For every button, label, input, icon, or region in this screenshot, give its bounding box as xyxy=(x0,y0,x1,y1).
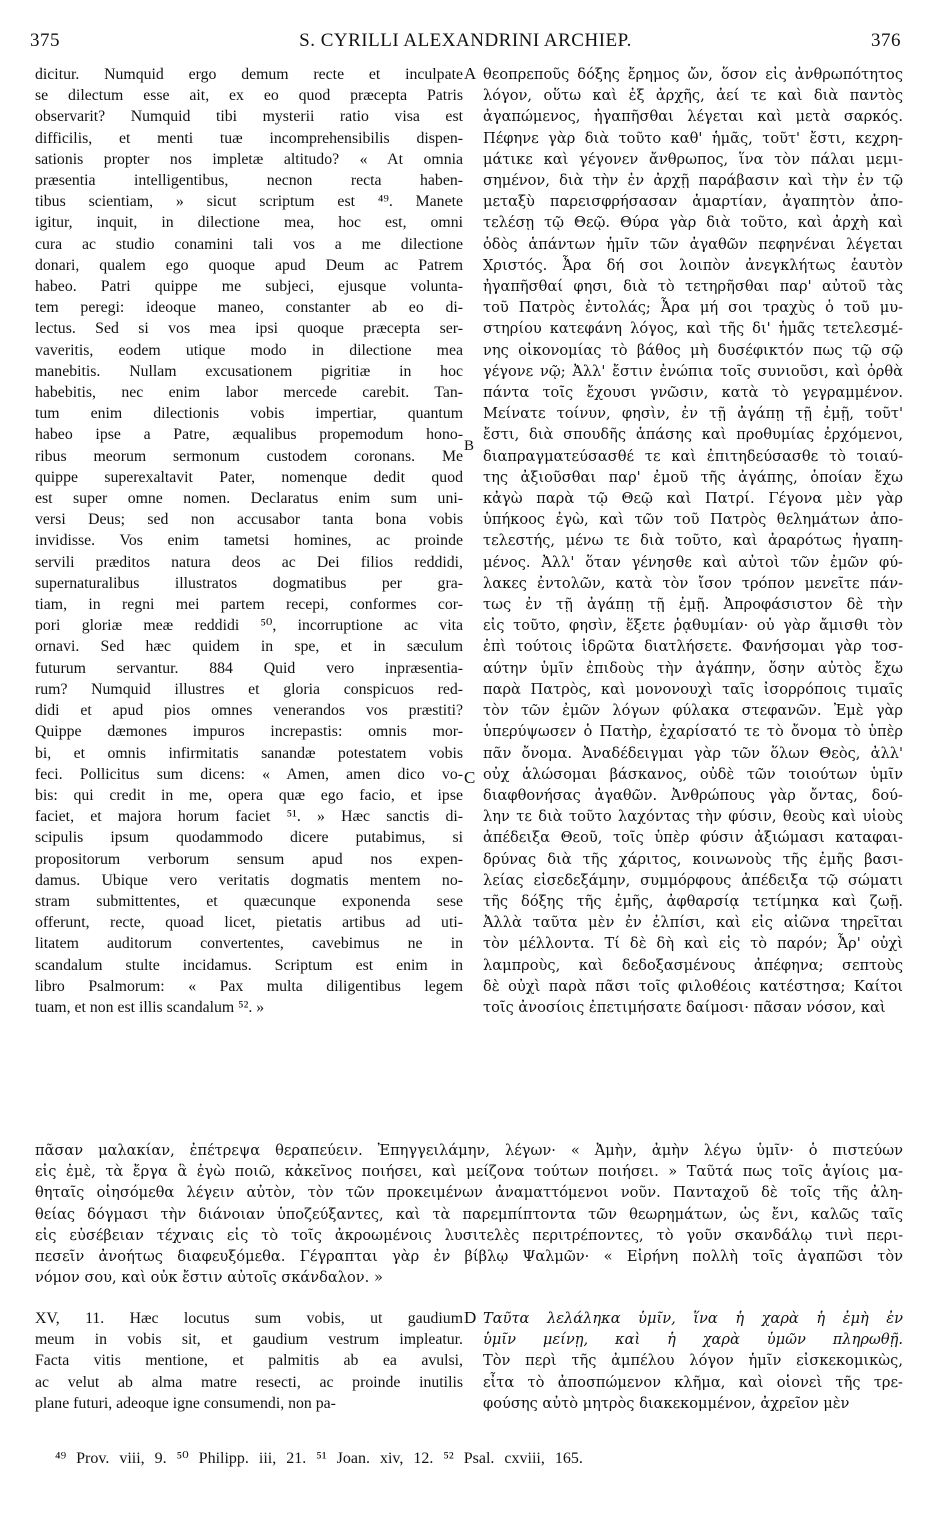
text-line: habeo. Patri quippe me subjeci, ejusque volunta- xyxy=(35,278,463,296)
text-line: stram submittentes, et quæcunque exponenda sese xyxy=(35,892,463,910)
text-line: igitur, inquit, in dilectione mea, hoc est, omni xyxy=(35,214,463,232)
text-line: Χριστός. Ἆρα δή σοι λοιπὸν ἀνεγκλήτως ἑαυτὸν xyxy=(483,256,903,274)
text-line: offerunt, recte, quoad licet, pietatis artibus ad uti- xyxy=(35,914,463,932)
text-line: σημένον, διὰ τὴν ἐν ἀρχῇ παράβασιν καὶ τὴν ἐν τῷ xyxy=(483,172,903,190)
text-line: ὁδὸς ἁπάντων ἡμῖν τῶν ἀγαθῶν πεφηνέναι λέγεται xyxy=(483,235,903,253)
text-line: ac velut ab alma matre resecti, ac proinde inutilis xyxy=(35,1373,463,1391)
text-line: tem peregi: ideoque maneo, constanter ab eo di- xyxy=(35,299,463,317)
column-marker-a: A xyxy=(464,64,477,83)
latin-section-xv xyxy=(35,1308,463,1414)
text-line: tibus scientiam, » sicut scriptum est ⁴⁹. Manete xyxy=(35,193,463,211)
text-line: bi, et omnis infirmitatis sanandæ potestatem vobis xyxy=(35,744,463,762)
text-line: τὸν τῶν ἐμῶν λόγων φύλακα στεφανῶν. Ἐμὲ γὰρ xyxy=(483,702,903,720)
text-line: πάντα τοῖς ἔχουσι γνῶσιν, κατὰ τὸ γεγραμμένον. xyxy=(483,384,903,402)
text-line: invidisse. Vos enim tametsi homines, ac proinde xyxy=(35,532,463,550)
text-line: γέγονε νῷ; Ἀλλ' ἔστιν ἐνώπια τοῖς συνιοῦσι, καὶ ὀρθὰ xyxy=(483,362,903,380)
text-line: δὲ οὐχὶ παρὰ πᾶσι τοῖς φιλοθέοις κατέστησα; Καίτοι xyxy=(483,977,903,995)
text-line: cura ac studio conamini tali vos a me dilectione xyxy=(35,235,463,253)
text-line: Μείνατε τοίνυν, φησὶν, ἐν τῇ ἀγάπῃ τῇ ἐμῇ, τοῦτ' xyxy=(483,405,903,423)
text-line: Ταῦτα λελάληκα ὑμῖν, ἵνα ἡ χαρὰ ἡ ἐμὴ ἐν xyxy=(483,1310,903,1327)
text-line: τως ἐν τῇ ἀγάπῃ τῇ ἐμῇ. Ἀπροφάσιστον δὲ τὴν xyxy=(483,596,903,614)
text-line: της ἀξιοῦσθαι παρ' ἐμοῦ τῆς ἀγάπης, ὁποίαν ἔχω xyxy=(483,468,903,486)
text-line: διαπραγματεύσασθέ τε καὶ ἐπιτηδεύσασθε τὸ τοιαύ- xyxy=(483,447,903,465)
text-line: meum in vobis sit, et gaudium vestrum impleatur. xyxy=(35,1331,463,1349)
text-line: est super omne nomen. Declaratus enim sum uni- xyxy=(35,490,463,508)
text-line: rum? Numquid illustres et gloria conspicuos red- xyxy=(35,680,463,698)
footnotes: ⁴⁹ Prov. viii, 9. ⁵⁰ Philipp. iii, 21. ⁵¹ Joan. xiv, 12. ⁵² Psal. cxviii, 165. xyxy=(55,1450,583,1467)
text-line: πᾶν ὄνομα. Ἀναδέδειγμαι γὰρ τῶν ὅλων Θεὸς, ἀλλ' xyxy=(483,744,903,762)
text-line: Πέφηνε γὰρ διὰ τοῦτο καθ' ἡμᾶς, τοῦτ' ἔστι, κεχρη- xyxy=(483,129,903,147)
text-line: μάτικε καὶ γέγονεν ἄνθρωπος, ἵνα τὸν πάλαι μεμι- xyxy=(483,150,903,168)
text-line: vaveritis, eodem utique modo in dilectione mea xyxy=(35,341,463,359)
text-line: faciet, et majora horum faciet ⁵¹. » Hæc sanctis di- xyxy=(35,808,463,826)
text-line: τελεστής, μένω τε διὰ τοῦτο, καὶ ἀραρότως ἠγαπη- xyxy=(483,532,903,550)
text-line: στηρίου κατεφάνη λόγος, καὶ τῆς δι' ἡμᾶς τετελεσμέ- xyxy=(483,320,903,338)
text-line: se dilectum esse ait, ex eo quod præcepta Patris xyxy=(35,87,463,105)
text-line: θείας δόγμασι τὴν διάνοιαν ὑποζεύξαντες, καὶ τὰ παρεμπίπτοντα τῶν θεωρημάτων, ὡς ἔνι, καλῶς ταῖς xyxy=(35,1205,903,1223)
text-line: difficilis, et menti tuæ incomprehensibilis dispen- xyxy=(35,129,463,147)
text-line: ornavi. Sed hæc quidem in spe, et in sæculum xyxy=(35,638,463,656)
text-line: τῆς δόξης τῆς ἐμῆς, ἀφθαρσίᾳ τετίμηκα καὶ ζωῇ. xyxy=(483,892,903,910)
text-line: futurum servantur. 884 Quid vero inpræsentia- xyxy=(35,659,463,677)
greek-full-width-paragraph xyxy=(35,1140,903,1288)
text-line: lectus. Sed si vos mea ipsi quoque præcepta ser- xyxy=(35,320,463,338)
column-marker-d: D xyxy=(464,1308,477,1327)
text-line: νόμον σου, καὶ οὐκ ἔστιν αὐτοῖς σκάνδαλον. » xyxy=(35,1269,383,1287)
text-line: λην τε διὰ τοῦτο λαχόντας τὴν φύσιν, θεοὺς καὶ υἱοὺς xyxy=(483,808,903,826)
text-line: habebitis, nec enim labor mercede carebit. Tan- xyxy=(35,384,463,402)
text-line: ἀγαπώμενος, ἠγαπῆσθαι λέγεται καὶ μετὰ σαρκός. xyxy=(483,108,903,126)
text-line: ribus meorum sermonum custodem coronans. Me xyxy=(35,447,463,465)
text-line: præsentia intelligentibus, necnon recta haben- xyxy=(35,172,463,190)
text-line: didi et apud pios omnes venerandos vos præstiti? xyxy=(35,702,463,720)
text-line: οὐχ ἁλώσομαι βάσκανος, οὐδὲ τῶν τοιούτων ὑμῖν xyxy=(483,765,903,783)
right-page-number: 376 xyxy=(871,30,901,51)
text-line: tiam, in regni mei partem recepi, conformes cor- xyxy=(35,596,463,614)
text-line: feci. Pollicitus sum dicens: « Amen, amen dico vo- xyxy=(35,765,463,783)
text-line: κἀγὼ παρὰ τῷ Θεῷ καὶ Πατρί. Γέγονα μὲν γὰρ xyxy=(483,490,903,508)
text-line: ἔστι, διὰ σπουδῆς ἁπάσης καὶ προθυμίας ἐρχόμενοι, xyxy=(483,426,903,444)
greek-column xyxy=(483,64,903,1018)
text-line: τελέσῃ τῷ Θεῷ. Θύρα γὰρ διὰ τοῦτο, καὶ ἀρχὴ καὶ xyxy=(483,214,903,232)
text-line: litatem auditorum convertentes, cavebimus ne in xyxy=(35,935,463,953)
text-line: ἐπὶ τούτοις ἱδρῶτα διατλήσετε. Φανήσομαι γὰρ τοσ- xyxy=(483,638,903,656)
text-line: observarit? Numquid tibi mysterii ratio visa est xyxy=(35,108,463,126)
text-line: τοῖς ἀνοσίοις ἐπετιμήσατε δαίμοσι· πᾶσαν νόσον, καὶ xyxy=(483,998,886,1016)
text-line: donari, qualem ego quoque apud Deum ac Patrem xyxy=(35,256,463,274)
text-line: Ἀλλὰ ταῦτα μὲν ἐν ἐλπίσι, καὶ εἰς αἰῶνα τηρεῖται xyxy=(483,914,903,932)
text-line: εἶτα τὸ ἀποσπώμενον κλῆμα, καὶ οἱονεὶ τῆς τρε- xyxy=(483,1373,903,1391)
text-line: plane futuri, adeoque igne consumendi, non pa- xyxy=(35,1394,336,1412)
text-line: tum enim dilectionis vobis impertiar, quantum xyxy=(35,405,463,423)
latin-column xyxy=(35,64,463,1018)
text-line: Facta vitis mentione, et palmitis ab ea avulsi, xyxy=(35,1352,463,1370)
text-line: τὸν μέλλοντα. Τί δὲ δὴ καὶ εἰς τὸ παρόν; Ἆρ' οὐχὶ xyxy=(483,935,903,953)
text-line: φούσης αὐτὸ μητρὸς διακεκομμένον, ἀχρεῖον μὲν xyxy=(483,1394,850,1412)
text-line: XV, 11. Hæc locutus sum vobis, ut gaudium xyxy=(35,1310,463,1327)
text-line: damus. Ubique vero veritatis dogmatis mentem no- xyxy=(35,871,463,889)
text-line: λείας εἰσεδεξάμην, συμμόρφους ἀπέδειξα τῷ σώματι xyxy=(483,871,903,889)
text-line: manebitis. Nullam excusationem pigritiæ in hoc xyxy=(35,362,463,380)
column-marker-c: C xyxy=(464,768,476,787)
text-line: sationis propter nos impletæ altitudo? « At omnia xyxy=(35,150,463,168)
text-line: παρὰ Πατρὸς, καὶ μονονουχὶ ταῖς ἰσορρόποις τιμαῖς xyxy=(483,680,903,698)
text-line: λαμπροὺς, καὶ δεδοξασμένους ἀπέφηνα; σεπτοὺς xyxy=(483,956,903,974)
text-line: διαφθονήσας ἀγαθῶν. Ἀνθρώπους γὰρ ὄντας, δού- xyxy=(483,786,903,804)
text-line: ἀπέδειξα Θεοῦ, τοῖς ὑπὲρ φύσιν ἀξιώμασι καταφαι- xyxy=(483,829,903,847)
text-line: Quippe dæmones impuros increpastis: omnis mor- xyxy=(35,723,463,741)
text-line: αύτην ὑμῖν ἐπιδοὺς τὴν ἀγάπην, ὅσην αὐτὸς ἔχω xyxy=(483,659,903,677)
text-line: scipulis ipsum quodammodo dicere putabimus, si xyxy=(35,829,463,847)
text-line: bis: qui credit in me, opera quæ ego facio, et ipse xyxy=(35,786,463,804)
text-line: tuam, et non est illis scandalum ⁵². » xyxy=(35,998,265,1016)
text-line: τοῦ Πατρὸς ἐντολάς; Ἆρα μή σοι τραχὺς ὁ τοῦ μυ- xyxy=(483,299,903,317)
text-line: θεοπρεποῦς δόξης ἔρημος ὤν, ὅσον εἰς ἀνθρωπότητος xyxy=(483,66,903,83)
text-line: versi Deus; sed non accusabor tanta bona vobis xyxy=(35,511,463,529)
text-line: πεσεῖν ἀνοήτως διαφευξόμεθα. Γέγραπται γὰρ ἐν βίβλῳ Ψαλμῶν· « Εἰρήνη πολλὴ τοῖς ἀγαπῶσι τὸν xyxy=(35,1248,903,1266)
text-line: scandalum stulte incidamus. Scriptum est enim in xyxy=(35,956,463,974)
text-line: quippe superexaltavit Pater, nomenque dedit quod xyxy=(35,468,463,486)
text-line: θηταῖς οἰησόμεθα λέγειν αὐτὸν, τὸν τῶν προκειμένων ἀναματτόμενοι νοῦν. Πανταχοῦ δὲ τοῖς τῆς ἀλη- xyxy=(35,1184,903,1202)
greek-section-xv xyxy=(483,1308,903,1414)
running-title: S. CYRILLI ALEXANDRINI ARCHIEP. xyxy=(299,30,632,51)
text-line: λακες ἐντολῶν, κατὰ τὸν ἴσον τρόπον μενεῖτε πάν- xyxy=(483,574,903,592)
column-marker-b: B xyxy=(464,438,475,454)
text-line: εἰς ἐμὲ, τὰ ἔργα ἃ ἐγὼ ποιῶ, κἀκεῖνος ποιήσει, καὶ μείζονα τούτων ποιήσει. » Ταῦτά πως τοῖς ἁγίοις μα- xyxy=(35,1163,903,1181)
text-line: εἰς τοῦτο, φησὶν, ἕξετε ῥᾳθυμίαν· οὐ γὰρ ἄμισθι τὸν xyxy=(483,617,903,635)
text-line: propositorum verborum sensum apud nos expen- xyxy=(35,850,463,868)
text-line: δρύνας διὰ τῆς χάριτος, κοινωνοὺς τῆς ἐμῆς βασι- xyxy=(483,850,903,868)
text-line: πᾶσαν μαλακίαν, ἐπέτρεψα θεραπεύειν. Ἐπηγγειλάμην, λέγων· « Ἀμὴν, ἀμὴν λέγω ὑμῖν· ὁ πιστεύων xyxy=(35,1142,903,1159)
text-line: ὑπερύψωσεν ὁ Πατὴρ, ἐχαρίσατό τε τὸ ὄνομα τὸ ὑπὲρ xyxy=(483,723,903,741)
text-line: supernaturalibus illustratos dogmatibus per gra- xyxy=(35,574,463,592)
text-line: dicitur. Numquid ergo demum recte et inculpate xyxy=(35,66,463,83)
text-line: ἠγαπῆσθαί φησι, διὰ τὸ τετηρῆσθαι παρ' αὐτοῦ τὰς xyxy=(483,278,903,296)
text-line: λόγον, οὕτω καὶ ἐξ ἀρχῆς, ἀεί τε καὶ διὰ παντὸς xyxy=(483,87,903,105)
text-line: ὑμῖν μείνῃ, καὶ ἡ χαρὰ ὑμῶν πληρωθῇ. xyxy=(483,1331,903,1349)
text-line: νης οἰκονομίας τὸ βάθος μὴ δυσέφικτόν πως τῷ σῷ xyxy=(483,341,903,359)
text-line: μεταξὺ παρεισφρήσασαν ἁμαρτίαν, ἀγαπητὸν ἀπο- xyxy=(483,193,903,211)
text-line: Τὸν περὶ τῆς ἀμπέλου λόγον ἡμῖν εἰσκεκομικὼς, xyxy=(483,1352,903,1370)
text-line: libro Psalmorum: « Pax multa diligentibus legem xyxy=(35,977,463,995)
text-line: servili præditos natura deos ac Dei filios reddidi, xyxy=(35,553,463,571)
text-line: εἰς εὐσέβειαν τέχναις εἰς τὸ τοῖς ἀκροωμένοις λυσιτελὲς περιτρέποντες, τὸ γοῦν σκανδάλῳ τινὶ περι- xyxy=(35,1226,903,1244)
text-line: ὑπήκοος ἐγὼ, καὶ τῶν τοῦ Πατρὸς θελημάτων ἀπο- xyxy=(483,511,903,529)
text-line: habeo ipse a Patre, æqualibus propemodum hono- xyxy=(35,426,463,444)
text-line: pori gloriæ meæ reddidi ⁵⁰, incorruptione ac vita xyxy=(35,617,463,635)
text-line: μένος. Ἀλλ' ὅταν γένησθε καὶ αὐτοὶ τῶν ἐμῶν φύ- xyxy=(483,553,903,571)
left-page-number: 375 xyxy=(30,30,60,51)
